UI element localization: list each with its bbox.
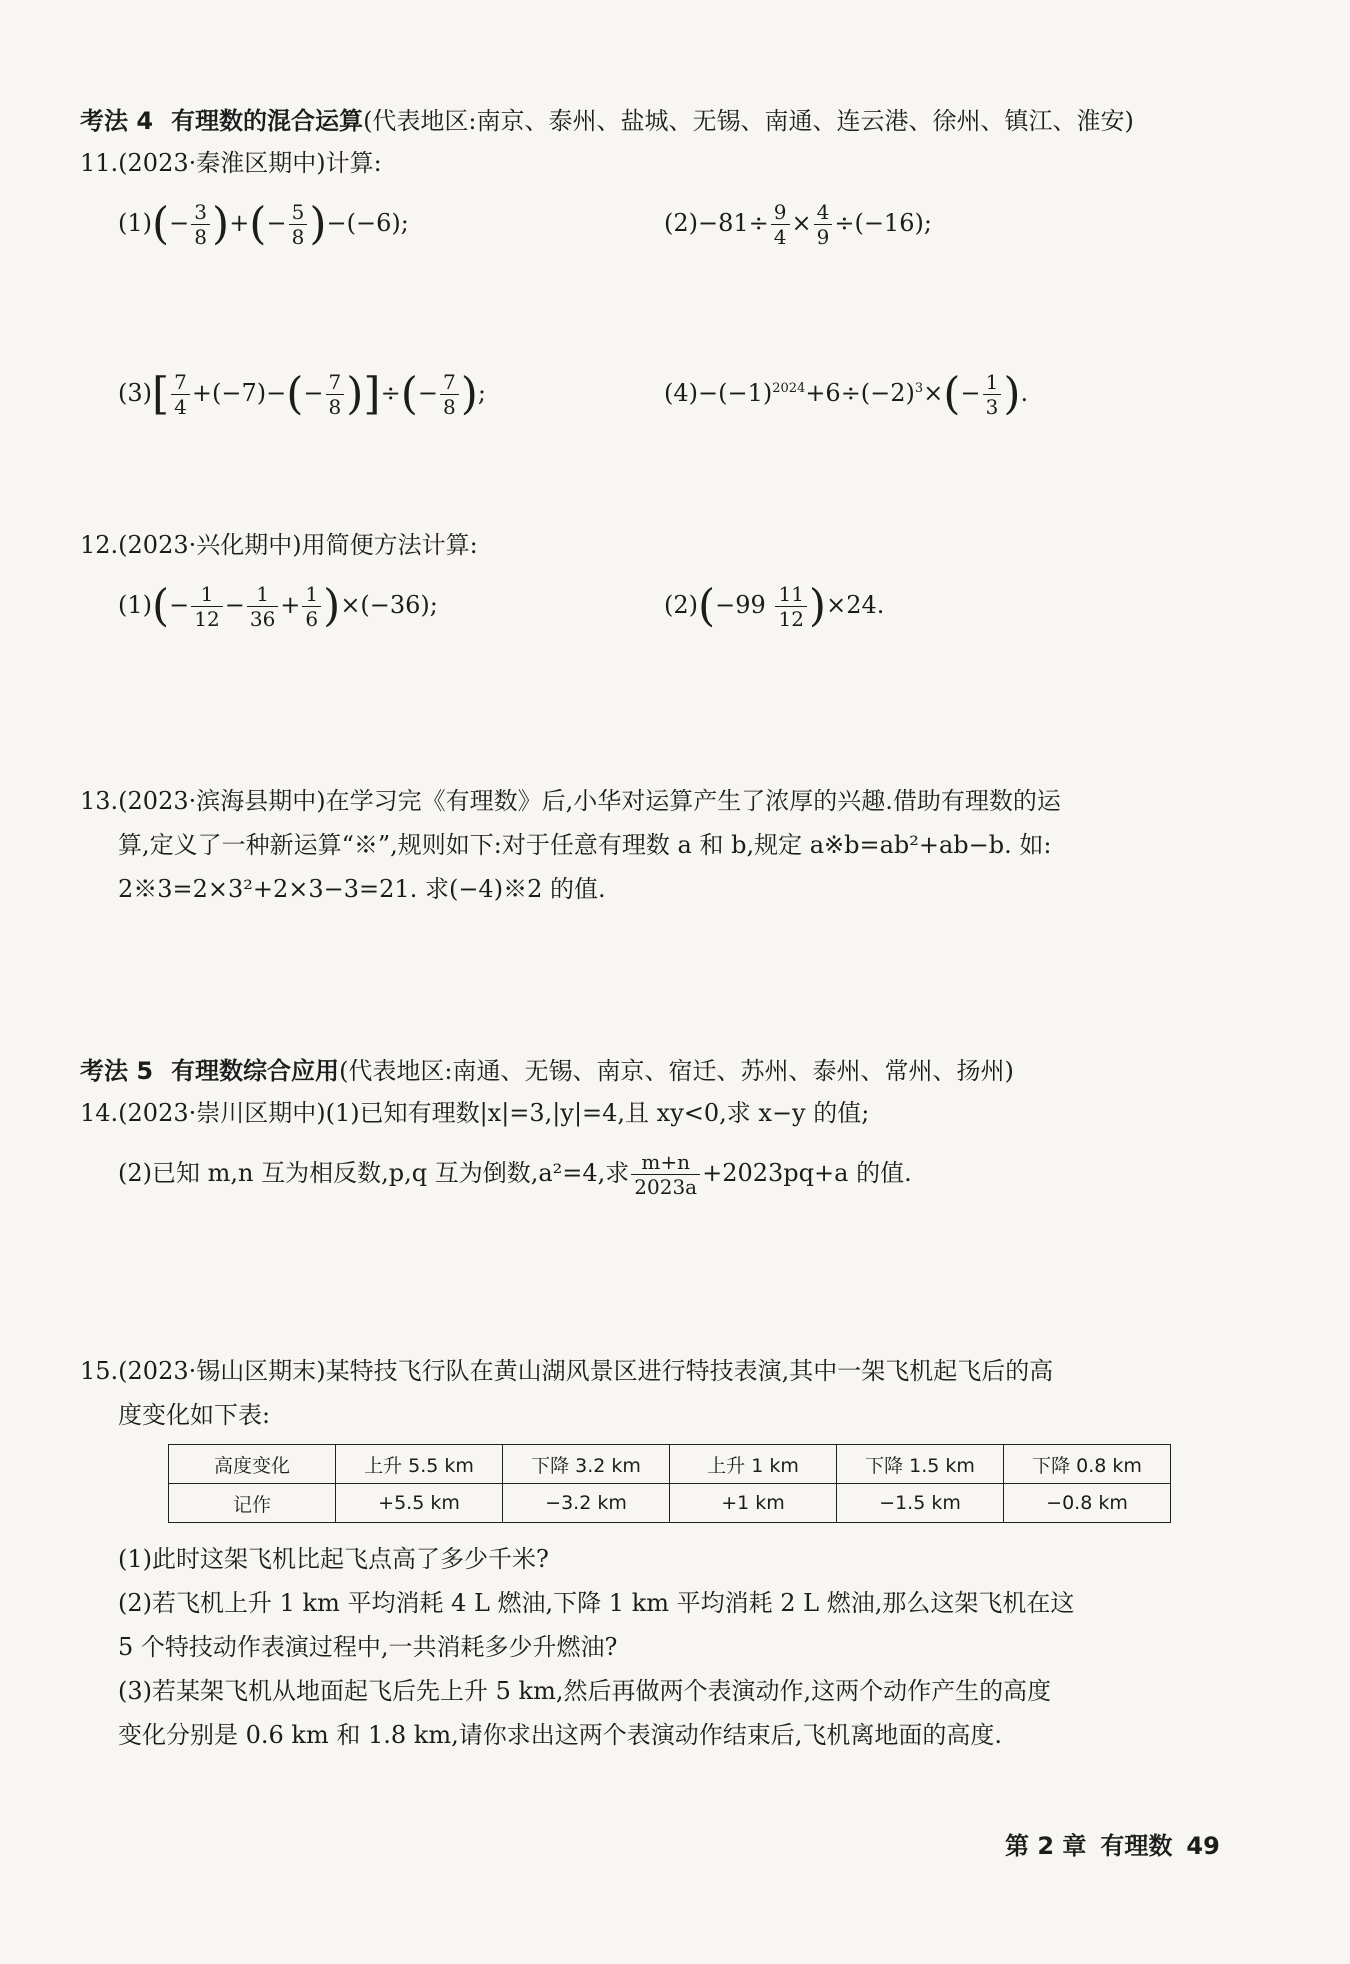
- fraction: $\frac{9}{4}$: [771, 200, 790, 249]
- table-cell: 下降 1.5 km: [837, 1445, 1004, 1484]
- chapter-title: 有理数: [1100, 1832, 1173, 1860]
- fraction: $\frac{4}{9}$: [814, 200, 833, 249]
- q11-part2: (2)−81÷ $\frac{9}{4}$ × $\frac{4}{9}$ ÷(−16);: [664, 200, 932, 249]
- fraction: $\frac{3}{8}$: [191, 200, 210, 249]
- q12-header: 12.(2023·兴化期中)用简便方法计算:: [80, 531, 478, 559]
- q15-sub2a: (2)若飞机上升 1 km 平均消耗 4 L 燃油,下降 1 km 平均消耗 2 L 燃油,那么这架飞机在这: [118, 1589, 1075, 1617]
- table-cell: 下降 0.8 km: [1004, 1445, 1171, 1484]
- q13-line2: 算,定义了一种新运算“※”,规则如下:对于任意有理数 a 和 b,规定 a※b=ab²+ab−b. 如:: [118, 831, 1052, 859]
- page-footer: [1005, 1826, 1234, 1861]
- q12-part1: (1)(− $\frac{1}{12}$ − $\frac{1}{36}$ + $\frac{1}{6}$ )×(−36);: [118, 580, 438, 632]
- q15-sub2b: 5 个特技动作表演过程中,一共消耗多少升燃油?: [118, 1633, 618, 1661]
- q15-sub1: (1)此时这架飞机比起飞点高了多少千米?: [118, 1545, 549, 1573]
- fraction: $\frac{7}{8}$: [326, 370, 345, 419]
- q15-sub3b: 变化分别是 0.6 km 和 1.8 km,请你求出这两个表演动作结束后,飞机离地面的高度.: [118, 1721, 1002, 1749]
- fraction: $\frac{5}{8}$: [289, 200, 308, 249]
- table-cell: +5.5 km: [336, 1484, 503, 1523]
- table-row: [169, 1445, 1171, 1484]
- fraction: $\frac{1}{3}$: [983, 370, 1002, 419]
- section-4-regions: (代表地区:南京、泰州、盐城、无锡、南通、连云港、徐州、镇江、淮安): [363, 107, 1134, 135]
- q11-header: 11.(2023·秦淮区期中)计算:: [80, 149, 382, 177]
- table-cell: 下降 3.2 km: [503, 1445, 670, 1484]
- table-cell: 高度变化: [169, 1445, 336, 1484]
- fraction: $\frac{1}{6}$: [302, 582, 321, 631]
- table-cell: −3.2 km: [503, 1484, 670, 1523]
- q15-line2: 度变化如下表:: [118, 1401, 271, 1429]
- section-5-title: 有理数综合应用: [171, 1057, 340, 1085]
- table-cell: 记作: [169, 1484, 336, 1523]
- fraction: $\frac{1}{36}$: [247, 582, 278, 631]
- table-cell: 上升 5.5 km: [336, 1445, 503, 1484]
- q11-part1: (1)(− $\frac{3}{8}$ )+(− $\frac{5}{8}$ )−(−6);: [118, 198, 409, 250]
- q14-part2: (2)已知 m,n 互为相反数,p,q 互为倒数,a²=4,求 $\frac{m+n}{2023a}$ +2023pq+a 的值.: [118, 1150, 912, 1199]
- section-5-label: 考法 5: [80, 1057, 154, 1085]
- table-cell: +1 km: [670, 1484, 837, 1523]
- section-4-heading: [80, 104, 1134, 138]
- section-5-regions: (代表地区:南通、无锡、南京、宿迁、苏州、泰州、常州、扬州): [339, 1057, 1014, 1085]
- section-4-title: 有理数的混合运算: [171, 107, 364, 135]
- q15-sub3a: (3)若某架飞机从地面起飞后先上升 5 km,然后再做两个表演动作,这两个动作产生的高度: [118, 1677, 1052, 1705]
- q13-line3: 2※3=2×3²+2×3−3=21. 求(−4)※2 的值.: [118, 875, 606, 903]
- table-cell: −1.5 km: [837, 1484, 1004, 1523]
- chapter-label: 第 2 章: [1005, 1832, 1087, 1860]
- q14-line1: 14.(2023·崇川区期中)(1)已知有理数|x|=3,|y|=4,且 xy<0,求 x−y 的值;: [80, 1099, 870, 1127]
- page-number: 49: [1186, 1832, 1220, 1860]
- q11-part4: $(4)-(-1)^{2024}+6\div(-2)^3\times(-$ $\frac{1}{3}$ ).: [664, 368, 1029, 420]
- section-5-heading: [80, 1054, 1014, 1088]
- q11-part3: (3)[ $\frac{7}{4}$ +(−7)−(− $\frac{7}{8}$ )]÷(− $\frac{7}{8}$ );: [118, 368, 486, 420]
- q13-line1: 13.(2023·滨海县期中)在学习完《有理数》后,小华对运算产生了浓厚的兴趣.借助有理数的运: [80, 787, 1061, 815]
- altitude-table: [168, 1444, 1171, 1523]
- fraction: $\frac{11}{12}$: [775, 582, 806, 631]
- q15-line1: 15.(2023·锡山区期末)某特技飞行队在黄山湖风景区进行特技表演,其中一架飞机起飞后的高: [80, 1357, 1054, 1385]
- section-4-label: 考法 4: [80, 107, 154, 135]
- table-cell: 上升 1 km: [670, 1445, 837, 1484]
- table-cell: −0.8 km: [1004, 1484, 1171, 1523]
- fraction: $\frac{m+n}{2023a}$: [631, 1150, 700, 1199]
- fraction: $\frac{7}{4}$: [171, 370, 190, 419]
- fraction: $\frac{7}{8}$: [440, 370, 459, 419]
- table-row: [169, 1484, 1171, 1523]
- q12-part2: (2)(−99 $\frac{11}{12}$ )×24.: [664, 580, 885, 632]
- fraction: $\frac{1}{12}$: [191, 582, 222, 631]
